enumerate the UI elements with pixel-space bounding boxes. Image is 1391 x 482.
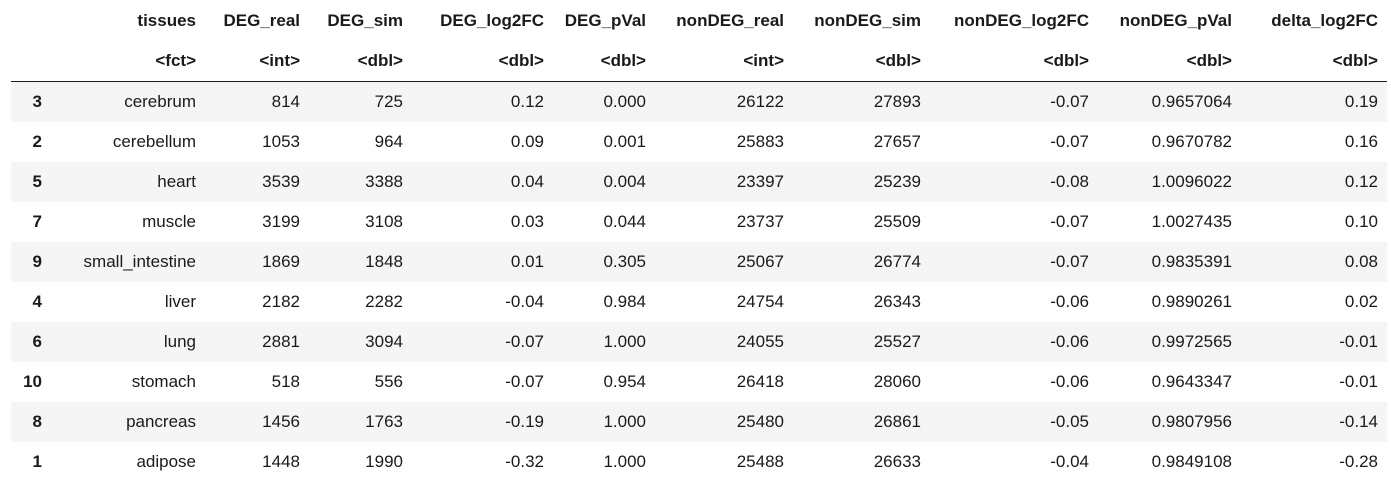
- row-index: 10: [11, 362, 51, 402]
- cell-nondeg-log2fc: -0.08: [930, 162, 1098, 202]
- cell-nondeg-log2fc: -0.06: [930, 322, 1098, 362]
- column-type-deg-log2fc: <dbl>: [412, 41, 553, 82]
- cell-deg-real: 2182: [205, 282, 309, 322]
- cell-deg-real: 1869: [205, 242, 309, 282]
- cell-deg-log2fc: -0.07: [412, 362, 553, 402]
- cell-deg-pval: 0.305: [553, 242, 655, 282]
- cell-delta-log2fc: 0.08: [1241, 242, 1387, 282]
- cell-nondeg-log2fc: -0.07: [930, 242, 1098, 282]
- cell-nondeg-real: 23737: [655, 202, 793, 242]
- row-index: 3: [11, 82, 51, 123]
- table-row: [11, 202, 1387, 242]
- cell-deg-real: 3539: [205, 162, 309, 202]
- cell-nondeg-real: 26418: [655, 362, 793, 402]
- cell-delta-log2fc: 0.02: [1241, 282, 1387, 322]
- cell-nondeg-sim: 25509: [793, 202, 930, 242]
- cell-nondeg-pval: 1.0096022: [1098, 162, 1241, 202]
- cell-deg-sim: 1848: [309, 242, 412, 282]
- cell-nondeg-sim: 27657: [793, 122, 930, 162]
- cell-deg-pval: 1.000: [553, 442, 655, 482]
- row-index: 8: [11, 402, 51, 442]
- table-body: [11, 82, 1387, 482]
- cell-deg-real: 1448: [205, 442, 309, 482]
- column-type-nondeg-pval: <dbl>: [1098, 41, 1241, 82]
- index-header: [11, 1, 51, 41]
- cell-delta-log2fc: -0.28: [1241, 442, 1387, 482]
- header-row: [11, 1, 1387, 41]
- column-type-nondeg-log2fc: <dbl>: [930, 41, 1098, 82]
- cell-tissues: cerebellum: [51, 122, 205, 162]
- cell-deg-pval: 1.000: [553, 402, 655, 442]
- cell-tissues: adipose: [51, 442, 205, 482]
- row-index: 5: [11, 162, 51, 202]
- column-type-deg-sim: <dbl>: [309, 41, 412, 82]
- cell-tissues: cerebrum: [51, 82, 205, 123]
- cell-nondeg-log2fc: -0.04: [930, 442, 1098, 482]
- cell-nondeg-pval: 0.9643347: [1098, 362, 1241, 402]
- cell-nondeg-real: 25067: [655, 242, 793, 282]
- column-header-nondeg-pval: nonDEG_pVal: [1119, 11, 1232, 30]
- cell-nondeg-log2fc: -0.06: [930, 362, 1098, 402]
- column-type-deg-real: <int>: [205, 41, 309, 82]
- cell-nondeg-sim: 25527: [793, 322, 930, 362]
- cell-nondeg-real: 24754: [655, 282, 793, 322]
- cell-nondeg-real: 25883: [655, 122, 793, 162]
- cell-deg-log2fc: 0.03: [412, 202, 553, 242]
- cell-deg-sim: 3094: [309, 322, 412, 362]
- cell-deg-real: 1053: [205, 122, 309, 162]
- cell-nondeg-pval: 0.9890261: [1098, 282, 1241, 322]
- row-index: 7: [11, 202, 51, 242]
- cell-deg-log2fc: -0.32: [412, 442, 553, 482]
- cell-deg-real: 1456: [205, 402, 309, 442]
- column-header-nondeg-sim: nonDEG_sim: [814, 11, 921, 30]
- column-header-deg-log2fc: DEG_log2FC: [440, 11, 544, 30]
- data-table: [11, 1, 1387, 482]
- row-index: 2: [11, 122, 51, 162]
- cell-deg-sim: 1763: [309, 402, 412, 442]
- cell-nondeg-pval: 1.0027435: [1098, 202, 1241, 242]
- cell-nondeg-real: 24055: [655, 322, 793, 362]
- cell-nondeg-pval: 0.9670782: [1098, 122, 1241, 162]
- cell-nondeg-real: 23397: [655, 162, 793, 202]
- table-row: [11, 442, 1387, 482]
- cell-nondeg-sim: 26343: [793, 282, 930, 322]
- cell-deg-pval: 0.984: [553, 282, 655, 322]
- cell-nondeg-real: 25480: [655, 402, 793, 442]
- cell-deg-pval: 0.004: [553, 162, 655, 202]
- cell-deg-sim: 3108: [309, 202, 412, 242]
- column-header-tissues: tissues: [137, 11, 196, 30]
- cell-nondeg-sim: 26861: [793, 402, 930, 442]
- cell-tissues: lung: [51, 322, 205, 362]
- cell-deg-sim: 964: [309, 122, 412, 162]
- cell-deg-log2fc: 0.04: [412, 162, 553, 202]
- cell-nondeg-log2fc: -0.07: [930, 202, 1098, 242]
- column-header-deg-sim: DEG_sim: [327, 11, 403, 30]
- cell-deg-sim: 725: [309, 82, 412, 123]
- index-type: [11, 41, 51, 82]
- cell-tissues: heart: [51, 162, 205, 202]
- cell-nondeg-real: 26122: [655, 82, 793, 123]
- row-index: 4: [11, 282, 51, 322]
- table-row: [11, 402, 1387, 442]
- column-type-delta-log2fc: <dbl>: [1241, 41, 1387, 82]
- column-header-nondeg-real: nonDEG_real: [676, 11, 784, 30]
- cell-tissues: pancreas: [51, 402, 205, 442]
- cell-tissues: stomach: [51, 362, 205, 402]
- cell-nondeg-sim: 25239: [793, 162, 930, 202]
- row-index: 1: [11, 442, 51, 482]
- cell-nondeg-pval: 0.9807956: [1098, 402, 1241, 442]
- cell-nondeg-real: 25488: [655, 442, 793, 482]
- cell-deg-sim: 2282: [309, 282, 412, 322]
- table-row: [11, 322, 1387, 362]
- cell-deg-log2fc: -0.19: [412, 402, 553, 442]
- cell-deg-log2fc: 0.09: [412, 122, 553, 162]
- cell-delta-log2fc: 0.10: [1241, 202, 1387, 242]
- cell-tissues: small_intestine: [51, 242, 205, 282]
- cell-deg-real: 2881: [205, 322, 309, 362]
- row-index: 6: [11, 322, 51, 362]
- cell-deg-pval: 0.001: [553, 122, 655, 162]
- cell-deg-log2fc: -0.07: [412, 322, 553, 362]
- cell-delta-log2fc: 0.16: [1241, 122, 1387, 162]
- cell-delta-log2fc: 0.19: [1241, 82, 1387, 123]
- cell-deg-sim: 1990: [309, 442, 412, 482]
- cell-deg-log2fc: 0.12: [412, 82, 553, 123]
- cell-tissues: muscle: [51, 202, 205, 242]
- cell-deg-pval: 0.000: [553, 82, 655, 123]
- row-index: 9: [11, 242, 51, 282]
- cell-nondeg-sim: 28060: [793, 362, 930, 402]
- cell-delta-log2fc: -0.01: [1241, 362, 1387, 402]
- cell-nondeg-sim: 26774: [793, 242, 930, 282]
- cell-nondeg-pval: 0.9849108: [1098, 442, 1241, 482]
- type-row: [11, 41, 1387, 82]
- cell-deg-sim: 556: [309, 362, 412, 402]
- table-row: [11, 82, 1387, 123]
- cell-nondeg-log2fc: -0.07: [930, 122, 1098, 162]
- table-row: [11, 242, 1387, 282]
- table-row: [11, 122, 1387, 162]
- cell-nondeg-pval: 0.9835391: [1098, 242, 1241, 282]
- column-type-nondeg-sim: <dbl>: [793, 41, 930, 82]
- cell-deg-real: 814: [205, 82, 309, 123]
- column-type-nondeg-real: <int>: [655, 41, 793, 82]
- cell-deg-pval: 1.000: [553, 322, 655, 362]
- column-header-deg-pval: DEG_pVal: [564, 11, 646, 30]
- table-row: [11, 362, 1387, 402]
- cell-nondeg-sim: 27893: [793, 82, 930, 123]
- cell-deg-pval: 0.954: [553, 362, 655, 402]
- cell-delta-log2fc: 0.12: [1241, 162, 1387, 202]
- cell-deg-pval: 0.044: [553, 202, 655, 242]
- cell-delta-log2fc: -0.14: [1241, 402, 1387, 442]
- column-header-nondeg-log2fc: nonDEG_log2FC: [953, 11, 1089, 30]
- column-header-delta-log2fc: delta_log2FC: [1271, 11, 1378, 30]
- cell-tissues: liver: [51, 282, 205, 322]
- cell-nondeg-log2fc: -0.05: [930, 402, 1098, 442]
- cell-nondeg-pval: 0.9972565: [1098, 322, 1241, 362]
- cell-deg-log2fc: 0.01: [412, 242, 553, 282]
- cell-nondeg-pval: 0.9657064: [1098, 82, 1241, 123]
- cell-delta-log2fc: -0.01: [1241, 322, 1387, 362]
- cell-nondeg-log2fc: -0.07: [930, 82, 1098, 123]
- cell-deg-real: 518: [205, 362, 309, 402]
- table-row: [11, 162, 1387, 202]
- cell-deg-log2fc: -0.04: [412, 282, 553, 322]
- table-row: [11, 282, 1387, 322]
- cell-nondeg-sim: 26633: [793, 442, 930, 482]
- column-type-deg-pval: <dbl>: [553, 41, 655, 82]
- column-header-deg-real: DEG_real: [223, 11, 300, 30]
- column-type-tissues: <fct>: [51, 41, 205, 82]
- cell-nondeg-log2fc: -0.06: [930, 282, 1098, 322]
- cell-deg-real: 3199: [205, 202, 309, 242]
- cell-deg-sim: 3388: [309, 162, 412, 202]
